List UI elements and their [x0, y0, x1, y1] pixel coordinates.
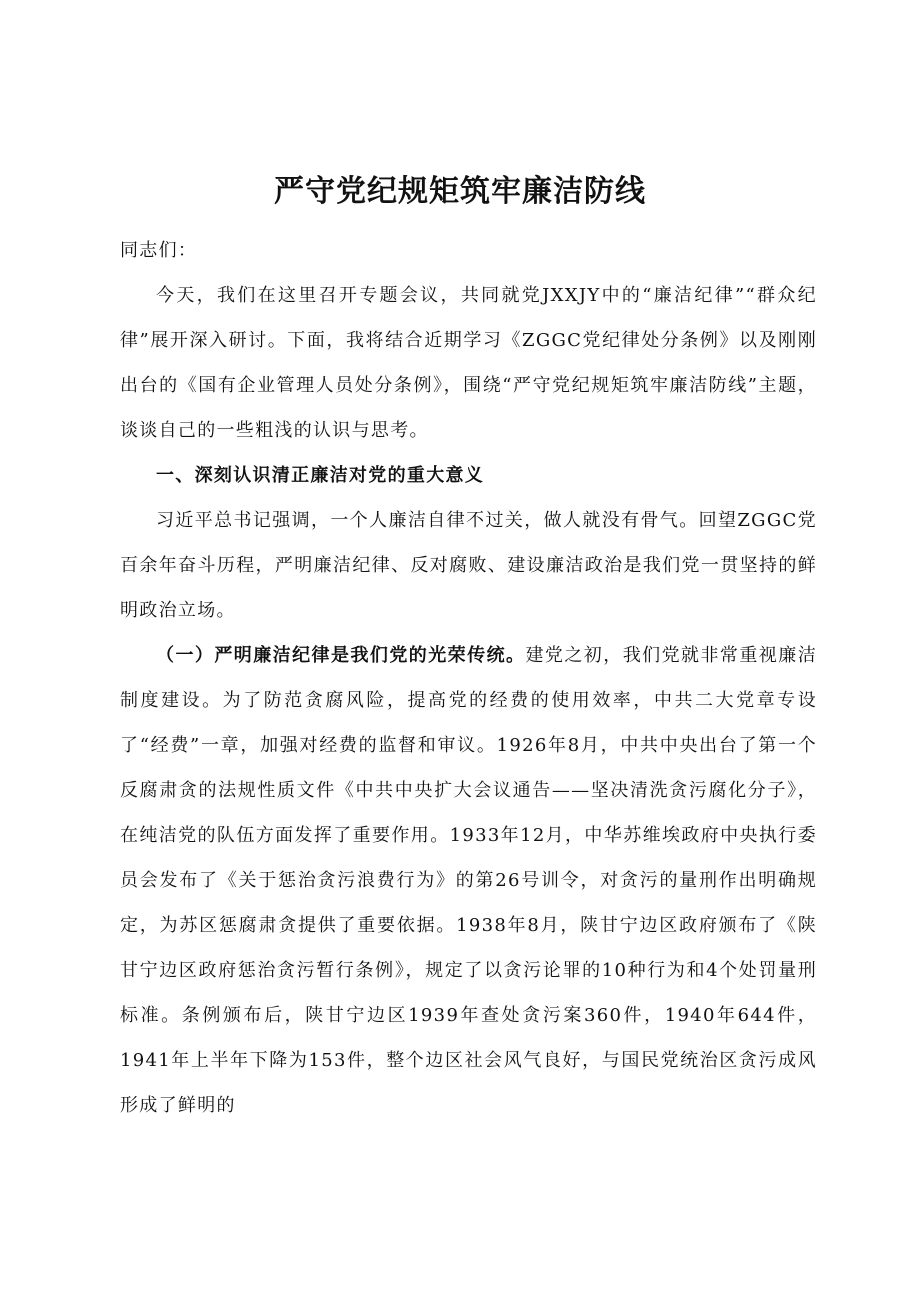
section-paragraph-1: 习近平总书记强调，一个人廉洁自律不过关，做人就没有骨气。回望ZGGC党百余年奋斗历程，严明廉洁纪律、反对腐败、建设廉洁政治是我们党一贯坚持的鲜明政治立场。	[120, 510, 817, 621]
document-title: 严守党纪规矩筑牢廉洁防线	[274, 174, 646, 209]
subsection-heading-1: （一）严明廉洁纪律是我们党的光荣传统。	[156, 645, 526, 666]
subsection-paragraph-1	[120, 633, 817, 1128]
section-heading-1: 一、深刻认识清正廉洁对党的重大意义	[156, 465, 485, 486]
subsection-text-1: 建党之初，我们党就非常重视廉洁制度建设。为了防范贪腐风险，提高党的经费的使用效率，中共二大党章专设了“经费”一章，加强对经费的监督和审议。1926年8月，中共中央出台了第一个反腐肃贪的法规性质文件《中共中央扩大会议通告——坚决清洗贪污腐化分子》，在纯洁党的队伍方面发挥了重要作用。1933年12月，中华苏维埃政府中央执行委员会发布了《关于惩治贪污浪费行为》的第26号训令，对贪污的量刑作出明确规定，为苏区惩腐肃贪提供了重要依据。1938年8月，陕甘宁边区政府颁布了《陕甘宁边区政府惩治贪污暂行条例》，规定了以贪污论罪的10种行为和4个处罚量刑标准。条例颁布后，陕甘宁边区1939年查处贪污案360件，1940年644件，1941年上半年下降为153件，整个边区社会风气良好，与国民党统治区贪污成风形成了鲜明的	[120, 645, 818, 1116]
intro-paragraph: 今天，我们在这里召开专题会议，共同就党JXXJY中的“廉洁纪律”“群众纪律”展开深入研讨。下面，我将结合近期学习《ZGGC党纪律处分条例》以及刚刚出台的《国有企业管理人员处分条例》，围绕“严守党纪规矩筑牢廉洁防线”主题，谈谈自己的一些粗浅的认识与思考。	[120, 285, 817, 441]
document-body	[120, 228, 817, 1128]
salutation: 同志们：	[120, 240, 198, 261]
